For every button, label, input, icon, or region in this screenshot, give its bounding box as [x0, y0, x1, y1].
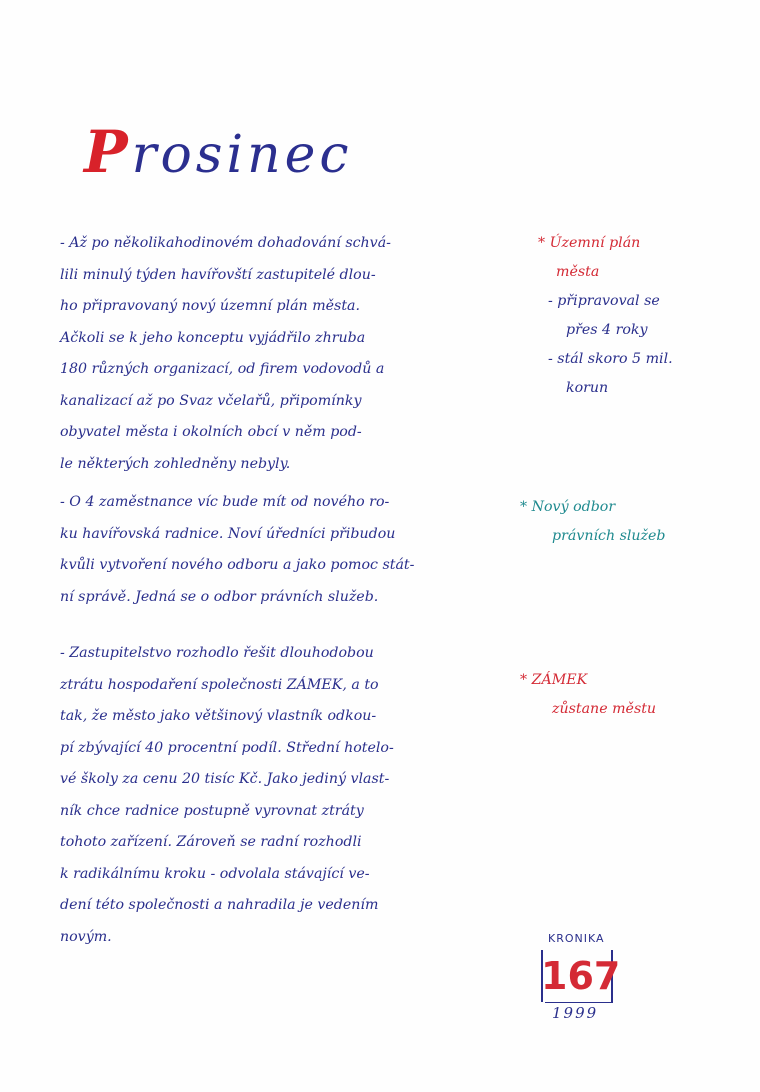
title-initial: P: [84, 118, 132, 186]
margin-note-zamek: [520, 666, 656, 724]
text-line: - O 4 zaměstnance víc bude mít od nového ro-: [60, 494, 390, 510]
text-line: kvůli vytvoření nového odboru a jako pomoc stát-: [60, 557, 415, 573]
stamp-divider: [545, 1002, 613, 1003]
paragraph-land-use-plan: [60, 228, 520, 480]
text-line: ztrátu hospodaření společnosti ZÁMEK, a to: [60, 676, 379, 693]
note-line: přes 4 roky: [566, 322, 648, 338]
note-line: zůstane městu: [552, 701, 657, 717]
note-heading: * Nový odbor: [520, 499, 616, 515]
text-line: - Až po několikahodinovém dohadování schvá-: [60, 235, 391, 251]
paragraph-zamek: [60, 638, 520, 953]
note-line: - stál skoro 5 mil.: [548, 351, 673, 367]
text-line: kanalizací až po Svaz včelařů, připomínky: [60, 392, 362, 409]
text-line: dení této společnosti a nahradila je vedením: [60, 897, 379, 913]
note-line: právních služeb: [552, 528, 666, 544]
text-line: ní správě. Jedná se o odbor právních služeb.: [60, 588, 379, 605]
text-line: k radikálnímu kroku - odvolala stávající ve-: [60, 865, 370, 882]
note-line: - připravoval se: [548, 293, 660, 309]
text-line: ník chce radnice postupně vyrovnat ztráty: [60, 802, 364, 819]
text-line: lili minulý týden havířovští zastupitelé dlou-: [60, 266, 376, 283]
text-line: ku havířovská radnice. Noví úředníci přibudou: [60, 525, 396, 542]
stamp-label: KRONIKA: [548, 932, 605, 945]
text-line: tohoto zařízení. Zároveň se radní rozhodli: [60, 834, 362, 850]
page-title: [84, 118, 353, 186]
text-line: obyvatel města i okolních obcí v něm pod-: [60, 424, 362, 440]
text-line: 180 různých organizací, od firem vodovodů a: [60, 361, 385, 377]
note-line: korun: [566, 380, 609, 396]
text-line: - Zastupitelstvo rozhodlo řešit dlouhodobou: [60, 645, 374, 661]
paragraph-new-department: [60, 487, 520, 613]
text-line: vé školy za cenu 20 tisíc Kč. Jako jediný vlast-: [60, 771, 390, 787]
text-line: pí zbývající 40 procentní podíl. Střední hotelo-: [60, 739, 394, 756]
note-heading: města: [556, 264, 600, 280]
note-heading: * ZÁMEK: [520, 672, 588, 688]
text-line: le některých zohledněny nebyly.: [60, 455, 291, 472]
page-number: 167: [541, 954, 621, 998]
text-line: tak, že město jako většinový vlastník odkou-: [60, 708, 377, 724]
margin-note-department: [520, 493, 666, 551]
text-line: novým.: [60, 928, 112, 945]
title-rest: rosinec: [131, 125, 353, 185]
text-line: ho připravovaný nový územní plán města.: [60, 298, 360, 314]
note-heading: * Územní plán: [538, 235, 641, 251]
stamp-year: 1999: [552, 1004, 599, 1022]
text-line: Ačkoli se k jeho konceptu vyjádřilo zhruba: [60, 329, 366, 346]
margin-note-land-use-plan: [538, 229, 673, 403]
